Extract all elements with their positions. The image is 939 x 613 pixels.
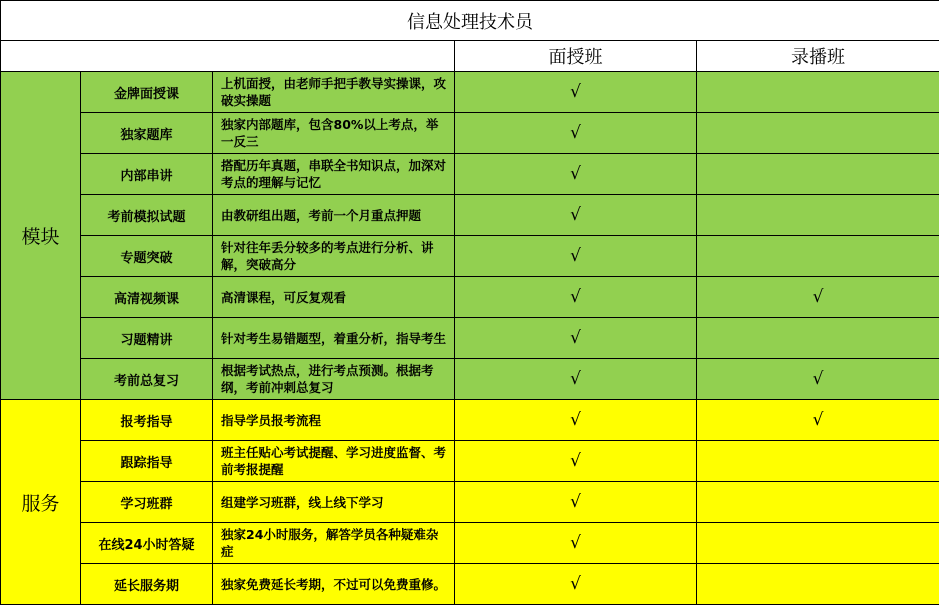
table-row [1,318,939,359]
face-class-check: √ [455,113,697,154]
feature-name: 专题突破 [81,236,213,277]
face-class-check: √ [455,195,697,236]
face-class-check: √ [455,441,697,482]
feature-description: 独家内部题库，包含80%以上考点，举一反三 [213,113,455,154]
feature-description: 指导学员报考流程 [213,400,455,441]
feature-name: 独家题库 [81,113,213,154]
face-class-check: √ [455,318,697,359]
feature-name: 考前模拟试题 [81,195,213,236]
face-class-check: √ [455,154,697,195]
feature-description: 根据考试热点，进行考点预测。根据考纲，考前冲刺总复习 [213,359,455,400]
face-class-check: √ [455,482,697,523]
recorded-class-check [697,318,939,359]
group-label: 模块 [1,72,81,400]
table-row [1,441,939,482]
recorded-class-check [697,236,939,277]
feature-description: 由教研组出题，考前一个月重点押题 [213,195,455,236]
feature-name: 内部串讲 [81,154,213,195]
recorded-class-check [697,482,939,523]
table-row [1,195,939,236]
feature-name: 在线24小时答疑 [81,523,213,564]
face-class-check: √ [455,72,697,113]
feature-description: 上机面授，由老师手把手教导实操课，攻破实操题 [213,72,455,113]
table-row [1,236,939,277]
table-row [1,113,939,154]
table-row [1,277,939,318]
feature-description: 高清课程，可反复观看 [213,277,455,318]
header-blank [1,41,455,72]
feature-name: 考前总复习 [81,359,213,400]
face-class-check: √ [455,277,697,318]
feature-name: 高清视频课 [81,277,213,318]
recorded-class-check [697,72,939,113]
column-header-recorded: 录播班 [697,41,939,72]
column-header-face: 面授班 [455,41,697,72]
face-class-check: √ [455,359,697,400]
face-class-check: √ [455,236,697,277]
face-class-check: √ [455,523,697,564]
feature-name: 学习班群 [81,482,213,523]
recorded-class-check: √ [697,277,939,318]
face-class-check: √ [455,400,697,441]
table-row [1,482,939,523]
table-row [1,523,939,564]
recorded-class-check [697,154,939,195]
feature-description: 搭配历年真题，串联全书知识点，加深对考点的理解与记忆 [213,154,455,195]
feature-name: 习题精讲 [81,318,213,359]
table-row [1,154,939,195]
title-row [1,1,939,41]
feature-description: 独家24小时服务，解答学员各种疑难杂症 [213,523,455,564]
feature-description: 针对往年丢分较多的考点进行分析、讲解，突破高分 [213,236,455,277]
recorded-class-check: √ [697,400,939,441]
table-row [1,72,939,113]
table-title: 信息处理技术员 [1,1,939,41]
feature-name: 延长服务期 [81,564,213,605]
feature-name: 报考指导 [81,400,213,441]
feature-name: 跟踪指导 [81,441,213,482]
recorded-class-check [697,523,939,564]
recorded-class-check [697,195,939,236]
feature-description: 独家免费延长考期，不过可以免费重修。 [213,564,455,605]
feature-name: 金牌面授课 [81,72,213,113]
group-label: 服务 [1,400,81,605]
recorded-class-check [697,113,939,154]
feature-description: 组建学习班群，线上线下学习 [213,482,455,523]
feature-description: 针对考生易错题型，着重分析，指导考生 [213,318,455,359]
recorded-class-check [697,441,939,482]
table-row [1,564,939,605]
face-class-check: √ [455,564,697,605]
feature-description: 班主任贴心考试提醒、学习进度监督、考前考报提醒 [213,441,455,482]
table-row [1,359,939,400]
header-row [1,41,939,72]
recorded-class-check [697,564,939,605]
recorded-class-check: √ [697,359,939,400]
table-row [1,400,939,441]
